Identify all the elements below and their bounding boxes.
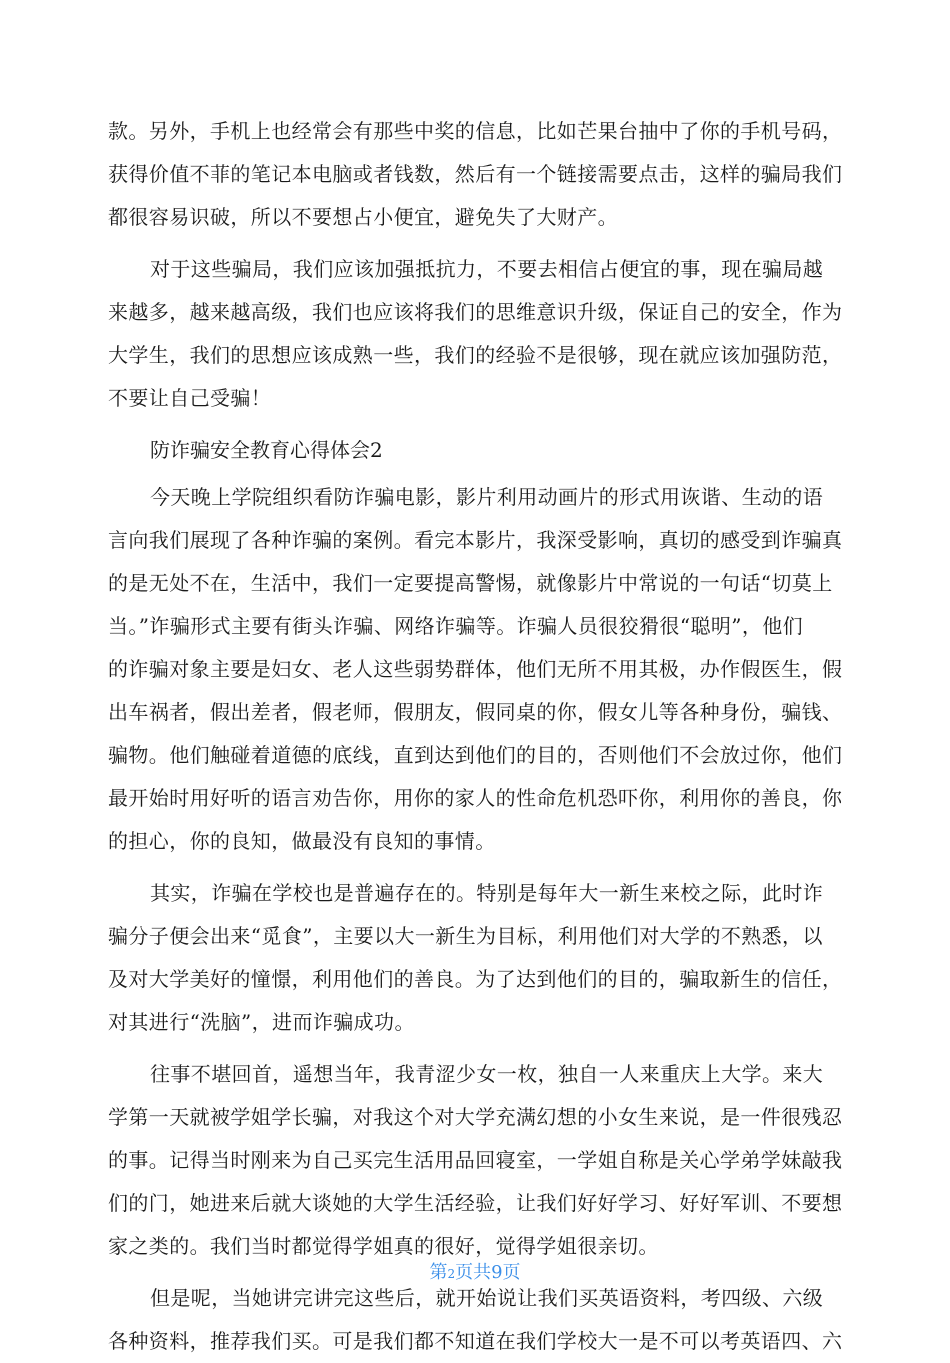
text-line: 骗分子便会出来“觅食”，主要以大一新生为目标，利用他们对大学的不熟悉，以	[108, 924, 823, 948]
text-line: 但是呢，当她讲完讲完这些后，就开始说让我们买英语资料，考四级、六级	[150, 1286, 824, 1310]
text-line: 大学生，我们的思想应该成熟一些，我们的经验不是很够，现在就应该加强防范，	[108, 343, 843, 367]
footer-suffix: 页	[502, 1262, 521, 1283]
section-title: 防诈骗安全教育心得体会2	[150, 438, 383, 462]
text-line: 款。另外，手机上也经常会有那些中奖的信息，比如芒果台抽中了你的手机号码，	[108, 119, 843, 143]
footer-page-number: 2	[447, 1267, 456, 1281]
paragraph	[108, 872, 843, 1044]
text-line: 学第一天就被学姐学长骗，对我这个对大学充满幻想的小女生来说，是一件很残忍	[108, 1105, 843, 1129]
text-line: 的是无处不在，生活中，我们一定要提高警惕，就像影片中常说的一句话“切莫上	[108, 571, 833, 595]
footer-total-pages: 9	[491, 1262, 503, 1283]
text-line: 的诈骗对象主要是妇女、老人这些弱势群体，他们无所不用其极，办作假医生，假	[108, 657, 843, 681]
text-line: 今天晚上学院组织看防诈骗电影，影片利用动画片的形式用诙谐、生动的语	[150, 485, 824, 509]
text-line: 的事。记得当时刚来为自己买完生活用品回寝室，一学姐自称是关心学弟学妹敲我	[108, 1148, 843, 1172]
text-line: 家之类的。我们当时都觉得学姐真的很好，觉得学姐很亲切。	[108, 1234, 659, 1258]
document-body	[108, 110, 843, 1363]
text-line: 及对大学美好的憧憬，利用他们的善良。为了达到他们的目的，骗取新生的信任，	[108, 967, 843, 991]
paragraph	[108, 1277, 843, 1363]
text-line: 骗物。他们触碰着道德的底线，直到达到他们的目的，否则他们不会放过你，他们	[108, 743, 843, 767]
text-line: 当。”诈骗形式主要有街头诈骗、网络诈骗等。诈骗人员很狡猾很“聪明”，他们	[108, 614, 804, 638]
text-line: 们的门，她进来后就大谈她的大学生活经验，让我们好好学习、好好军训、不要想	[108, 1191, 843, 1215]
paragraph	[108, 110, 843, 239]
footer-middle: 页共	[455, 1262, 492, 1283]
footer-prefix: 第	[429, 1262, 448, 1283]
page-footer	[0, 1258, 950, 1284]
text-line: 的担心，你的良知，做最没有良知的事情。	[108, 829, 496, 853]
text-line: 各种资料，推荐我们买。可是我们都不知道在我们学校大一是不可以考英语四、六	[108, 1329, 843, 1353]
text-line: 出车祸者，假出差者，假老师，假朋友，假同桌的你，假女儿等各种身份，骗钱、	[108, 700, 843, 724]
text-line: 对其进行“洗脑”，进而诈骗成功。	[108, 1010, 415, 1034]
text-line: 往事不堪回首，遥想当年，我青涩少女一枚，独自一人来重庆上大学。来大	[150, 1062, 824, 1086]
text-line: 来越多，越来越高级，我们也应该将我们的思维意识升级，保证自己的安全，作为	[108, 300, 843, 324]
text-line: 不要让自己受骗！	[108, 386, 272, 410]
paragraph	[108, 248, 843, 420]
text-line: 其实，诈骗在学校也是普遍存在的。特别是每年大一新生来校之际，此时诈	[150, 881, 824, 905]
text-line: 获得价值不菲的笔记本电脑或者钱数，然后有一个链接需要点击，这样的骗局我们	[108, 162, 843, 186]
text-line: 言向我们展现了各种诈骗的案例。看完本影片，我深受影响，真切的感受到诈骗真	[108, 528, 843, 552]
paragraph	[108, 476, 843, 863]
text-line: 最开始时用好听的语言劝告你，用你的家人的性命危机恐吓你，利用你的善良，你	[108, 786, 843, 810]
text-line: 对于这些骗局，我们应该加强抵抗力，不要去相信占便宜的事，现在骗局越	[150, 257, 824, 281]
text-line: 都很容易识破，所以不要想占小便宜，避免失了大财产。	[108, 205, 618, 229]
paragraph	[108, 1053, 843, 1268]
